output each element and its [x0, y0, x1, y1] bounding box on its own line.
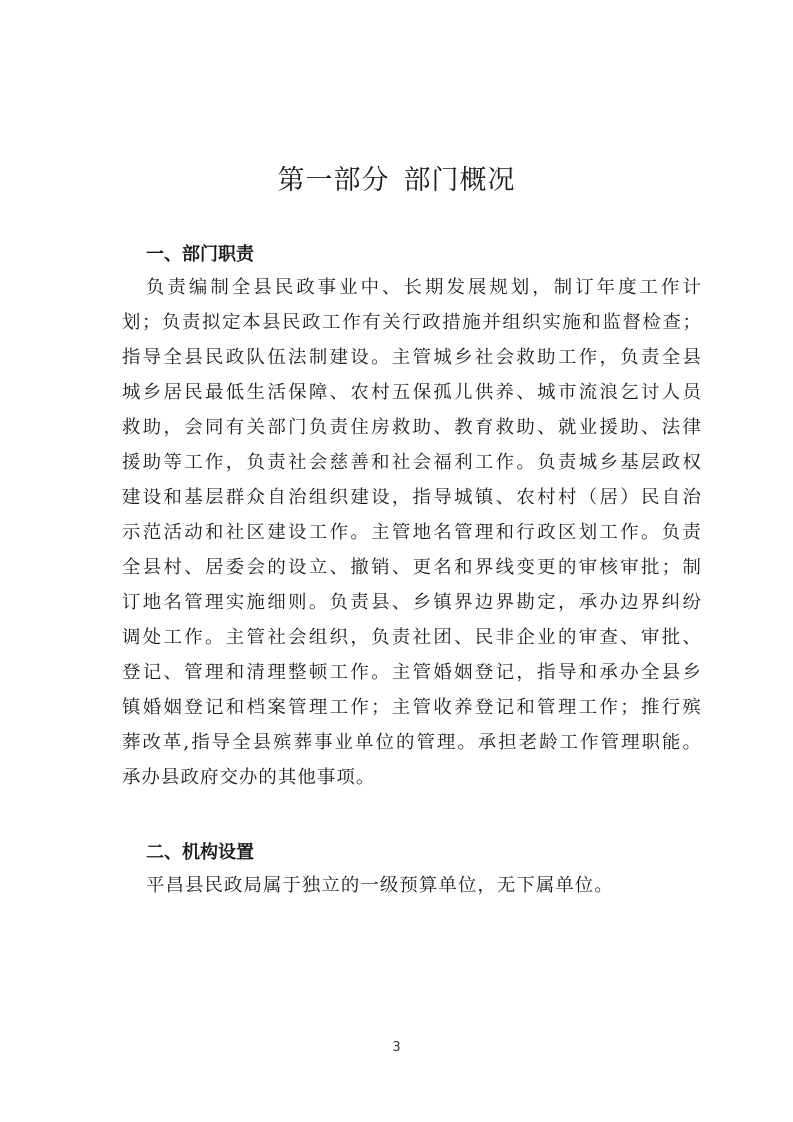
text-line: 承办县政府交办的其他事项。	[122, 767, 376, 788]
text-line: 负责编制全县民政事业中、长期发展规划，制订年度工作计	[146, 277, 702, 298]
text-line: 指导全县民政队伍法制建设。主管城乡社会救助工作，负责全县	[122, 347, 702, 368]
text-line: 平昌县民政局属于独立的一级预算单位，无下属单位。	[146, 875, 614, 896]
text-line: 救助，会同有关部门负责住房救助、教育救助、就业援助、法律	[122, 417, 702, 438]
section-body-structure	[122, 868, 702, 903]
text-line: 镇婚姻登记和档案管理工作；主管收养登记和管理工作；推行殡	[122, 697, 702, 718]
text-line: 调处工作。主管社会组织，负责社团、民非企业的审查、审批、	[122, 627, 702, 648]
page-title	[0, 158, 793, 197]
section-heading-structure: 二、机构设置	[146, 842, 254, 863]
title-name: 部门概况	[403, 165, 516, 196]
section-heading-duties: 一、部门职责	[146, 244, 254, 265]
section-body-duties	[122, 270, 702, 795]
page-number: 3	[392, 1040, 401, 1055]
text-line: 划；负责拟定本县民政工作有关行政措施并组织实施和监督检查；	[122, 312, 702, 333]
text-line: 登记、管理和清理整顿工作。主管婚姻登记，指导和承办全县乡	[122, 662, 702, 683]
text-line: 建设和基层群众自治组织建设，指导城镇、农村村（居）民自治	[122, 487, 702, 508]
text-line: 援助等工作，负责社会慈善和社会福利工作。负责城乡基层政权	[122, 452, 702, 473]
text-line: 葬改革,指导全县殡葬事业单位的管理。承担老龄工作管理职能。	[122, 732, 702, 753]
text-line: 全县村、居委会的设立、撤销、更名和界线变更的审核审批；制	[122, 557, 702, 578]
text-line: 订地名管理实施细则。负责县、乡镇界边界勘定，承办边界纠纷	[122, 592, 702, 613]
text-line: 城乡居民最低生活保障、农村五保孤儿供养、城市流浪乞讨人员	[122, 382, 702, 403]
title-part: 第一部分	[277, 165, 390, 196]
text-line: 示范活动和社区建设工作。主管地名管理和行政区划工作。负责	[122, 522, 702, 543]
